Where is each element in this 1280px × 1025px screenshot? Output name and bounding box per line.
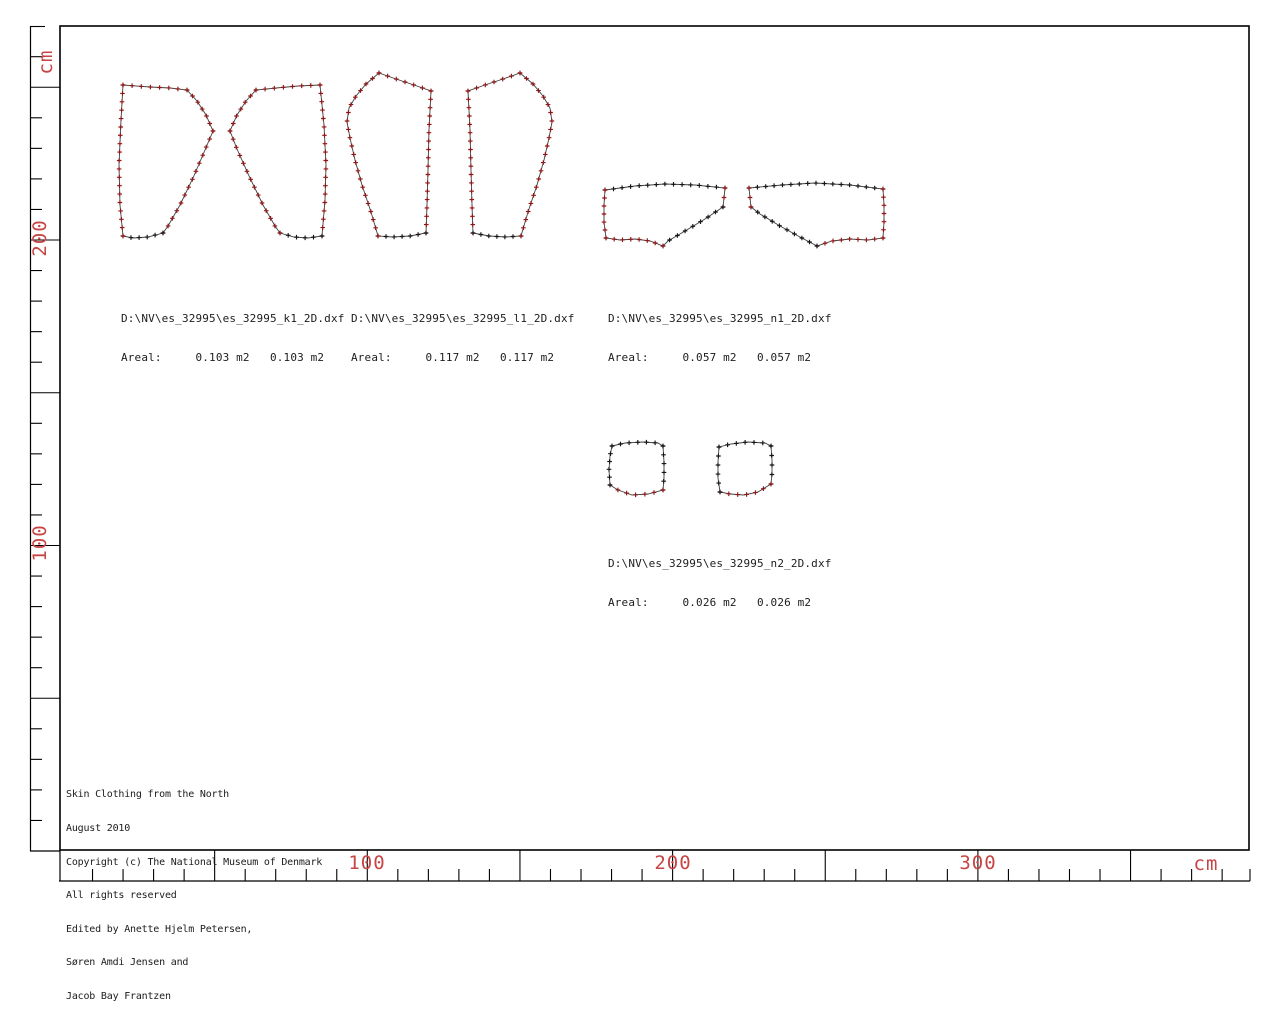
piece-outline — [749, 183, 884, 246]
piece-outline — [230, 85, 326, 238]
ruler-bottom-label-200: 200 — [654, 852, 692, 874]
survey-point-markers — [377, 71, 434, 94]
survey-point-markers — [604, 236, 666, 249]
survey-point-markers — [254, 83, 323, 93]
piece-outline — [347, 73, 431, 237]
survey-point-markers — [376, 231, 429, 240]
piece-areal-n1: Areal: 0.057 m2 0.057 m2 — [608, 351, 812, 364]
survey-point-markers — [603, 182, 728, 193]
survey-point-markers — [278, 231, 325, 240]
pattern-piece-n2 — [607, 440, 775, 497]
piece-outline — [609, 442, 664, 495]
piece-areal-n2: Areal: 0.026 m2 0.026 m2 — [608, 596, 812, 609]
piece-areal-l1: Areal: 0.117 m2 0.117 m2 — [351, 351, 555, 364]
ruler-bottom-unit: cm — [1193, 853, 1219, 875]
survey-point-markers — [747, 186, 754, 210]
survey-point-markers — [717, 440, 774, 449]
piece-outline — [468, 73, 552, 237]
piece-file-n1: D:\NV\es_32995\es_32995_n1_2D.dxf — [608, 312, 832, 325]
survey-point-markers — [815, 236, 886, 249]
ruler-bottom-label-300: 300 — [959, 852, 997, 874]
title-block-line: Søren Amdi Jensen and — [66, 957, 189, 969]
pattern-piece-n1 — [602, 181, 887, 249]
title-block-line: Edited by Anette Hjelm Petersen, — [66, 923, 253, 935]
ruler-bottom-label-100: 100 — [348, 852, 386, 874]
survey-point-markers — [518, 71, 555, 239]
ruler-left-label-100: 100 — [29, 524, 51, 562]
pattern-piece-l1 — [345, 71, 554, 240]
pattern-piece-k1 — [117, 83, 328, 240]
survey-point-markers — [610, 440, 666, 448]
piece-file-n2: D:\NV\es_32995\es_32995_n2_2D.dxf — [608, 557, 832, 570]
survey-point-markers — [608, 483, 666, 497]
title-block-line: Copyright (c) The National Museum of Denmark — [66, 856, 323, 868]
survey-point-markers — [721, 186, 728, 210]
piece-label-l1 — [351, 286, 575, 390]
title-block-line: All rights reserved — [66, 890, 177, 902]
title-block-line: Jacob Bay Frantzen — [66, 991, 171, 1003]
survey-point-markers — [747, 181, 886, 192]
survey-point-markers — [749, 205, 820, 249]
piece-file-l1: D:\NV\es_32995\es_32995_l1_2D.dxf — [351, 312, 575, 325]
piece-outline — [604, 184, 725, 246]
ruler-left-unit: cm — [35, 49, 57, 75]
piece-areal-k1: Areal: 0.103 m2 0.103 m2 — [121, 351, 325, 364]
piece-label-n1 — [608, 286, 832, 390]
piece-label-k1 — [121, 286, 345, 390]
survey-point-markers — [318, 83, 329, 239]
title-block — [66, 767, 322, 1025]
title-block-line: August 2010 — [66, 823, 131, 835]
survey-point-markers — [345, 71, 382, 239]
piece-file-k1: D:\NV\es_32995\es_32995_k1_2D.dxf — [121, 312, 345, 325]
survey-point-markers — [228, 129, 283, 236]
survey-point-markers — [607, 444, 615, 488]
survey-point-markers — [661, 205, 726, 249]
survey-point-markers — [718, 482, 774, 497]
survey-point-markers — [471, 231, 524, 240]
piece-label-n2 — [608, 531, 832, 635]
survey-point-markers — [121, 231, 166, 240]
survey-point-markers — [466, 71, 523, 94]
title-block-line: Skin Clothing from the North — [66, 789, 229, 801]
ruler-left-label-200: 200 — [29, 219, 51, 257]
